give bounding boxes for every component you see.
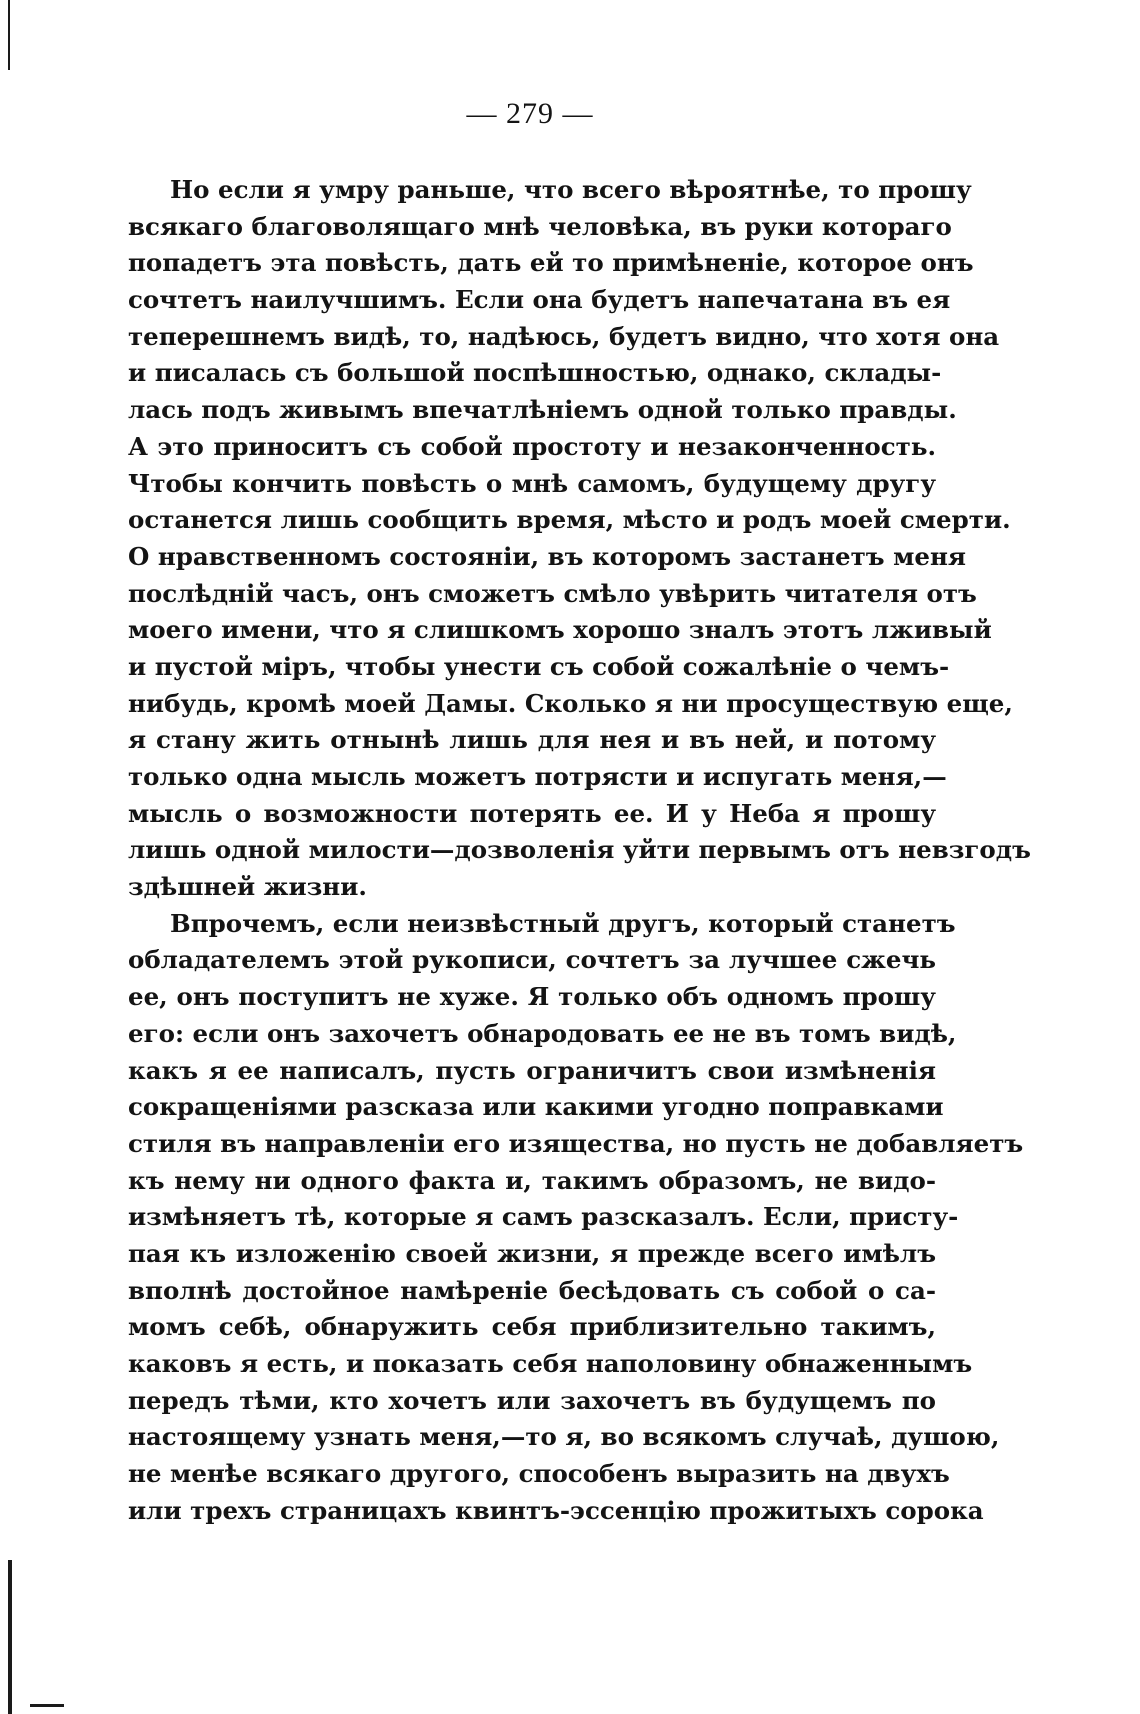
- text-line: останется лишь сообщить время, мѣсто и родъ моей смерти.: [128, 505, 1011, 535]
- text-line: настоящему узнать меня,—то я, во всякомъ случаѣ, душою,: [128, 1422, 1000, 1452]
- text-line: сокращеніями разсказа или какими угодно поправками: [128, 1092, 944, 1122]
- text-line: всякаго благоволящаго мнѣ человѣка, въ руки котораго: [128, 211, 952, 241]
- text-line: и пустой міръ, чтобы унести съ собой сожалѣніе о чемъ-: [128, 651, 950, 681]
- left-edge-line-top: [8, 0, 10, 70]
- page-number: — 279 —: [466, 97, 594, 130]
- text-line: къ нему ни одного факта и, такимъ образомъ, не видо-: [128, 1165, 936, 1195]
- text-line: здѣшней жизни.: [128, 872, 367, 902]
- text-line: его: если онъ захочетъ обнародовать ее не въ томъ видѣ,: [128, 1018, 957, 1048]
- text-line: О нравственномъ состояніи, въ которомъ застанетъ меня: [128, 541, 967, 571]
- text-line: А это приноситъ съ собой простоту и незаконченность.: [128, 431, 936, 461]
- text-line: попадетъ эта повѣсть, дать ей то примѣненіе, которое онъ: [128, 248, 974, 278]
- text-line: измѣняетъ тѣ, которые я самъ разсказалъ. Если, присту-: [128, 1202, 959, 1232]
- text-line: лась подъ живымъ впечатлѣніемъ одной только правды.: [128, 395, 957, 425]
- text-line: мысль о возможности потерять ее. И у Неба я прошу: [128, 798, 936, 828]
- text-line: вполнѣ достойное намѣреніе бесѣдовать съ собой о са-: [128, 1275, 936, 1305]
- text-line: какъ я ее написалъ, пусть ограничитъ свои измѣненія: [128, 1055, 936, 1085]
- text-line: только одна мысль можетъ потрясти и испугать меня,—: [128, 762, 947, 791]
- text-line: обладателемъ этой рукописи, сочтетъ за лучшее сжечь: [128, 945, 936, 975]
- text-line: каковъ я есть, и показать себя наполовину обнаженнымъ: [128, 1349, 973, 1378]
- text-line: Впрочемъ, если неизвѣстный другъ, который станетъ: [170, 908, 956, 938]
- text-line: передъ тѣми, кто хочетъ или захочетъ въ будущемъ по: [128, 1385, 936, 1415]
- text-line: стиля въ направленіи его изящества, но пусть не добавляетъ: [128, 1128, 1024, 1158]
- paragraph-1: [128, 172, 1031, 906]
- text-line: момъ себѣ, обнаружить себя приблизительно такимъ,: [128, 1312, 936, 1342]
- text-line: моего имени, что я слишкомъ хорошо зналъ этотъ лживый: [128, 615, 992, 645]
- text-line: Чтобы кончить повѣсть о мнѣ самомъ, будущему другу: [128, 468, 936, 498]
- text-line: не менѣе всякаго другого, способенъ выразить на двухъ: [128, 1459, 950, 1489]
- paragraph-2: [128, 906, 1024, 1530]
- left-edge-line-bottom: [8, 1560, 12, 1714]
- text-line: лишь одной милости—дозволенія уйти первымъ отъ невзгодъ: [128, 835, 1031, 865]
- text-line: пая къ изложенію своей жизни, я прежде всего имѣлъ: [128, 1238, 936, 1268]
- text-line: Но если я умру раньше, что всего вѣроятнѣе, то прошу: [170, 175, 972, 204]
- text-line: нибудь, кромѣ моей Дамы. Сколько я ни просуществую еще,: [128, 688, 1013, 718]
- text-line: теперешнемъ видѣ, то, надѣюсь, будетъ видно, что хотя она: [128, 321, 1000, 351]
- text-line: ее, онъ поступитъ не хуже. Я только объ одномъ прошу: [128, 982, 936, 1012]
- text-line: послѣдній часъ, онъ сможетъ смѣло увѣрить читателя отъ: [128, 578, 977, 608]
- body-text: [128, 172, 1031, 1529]
- text-line: сочтетъ наилучшимъ. Если она будетъ напечатана въ ея: [128, 285, 951, 315]
- text-line: я стану жить отнынѣ лишь для нея и въ ней, и потому: [128, 725, 936, 755]
- bottom-left-corner-mark: [30, 1704, 64, 1707]
- text-line: и писалась съ большой поспѣшностью, однако, склады-: [128, 358, 942, 388]
- text-line: или трехъ страницахъ квинтъ-эссенцію прожитыхъ сорока: [128, 1495, 984, 1525]
